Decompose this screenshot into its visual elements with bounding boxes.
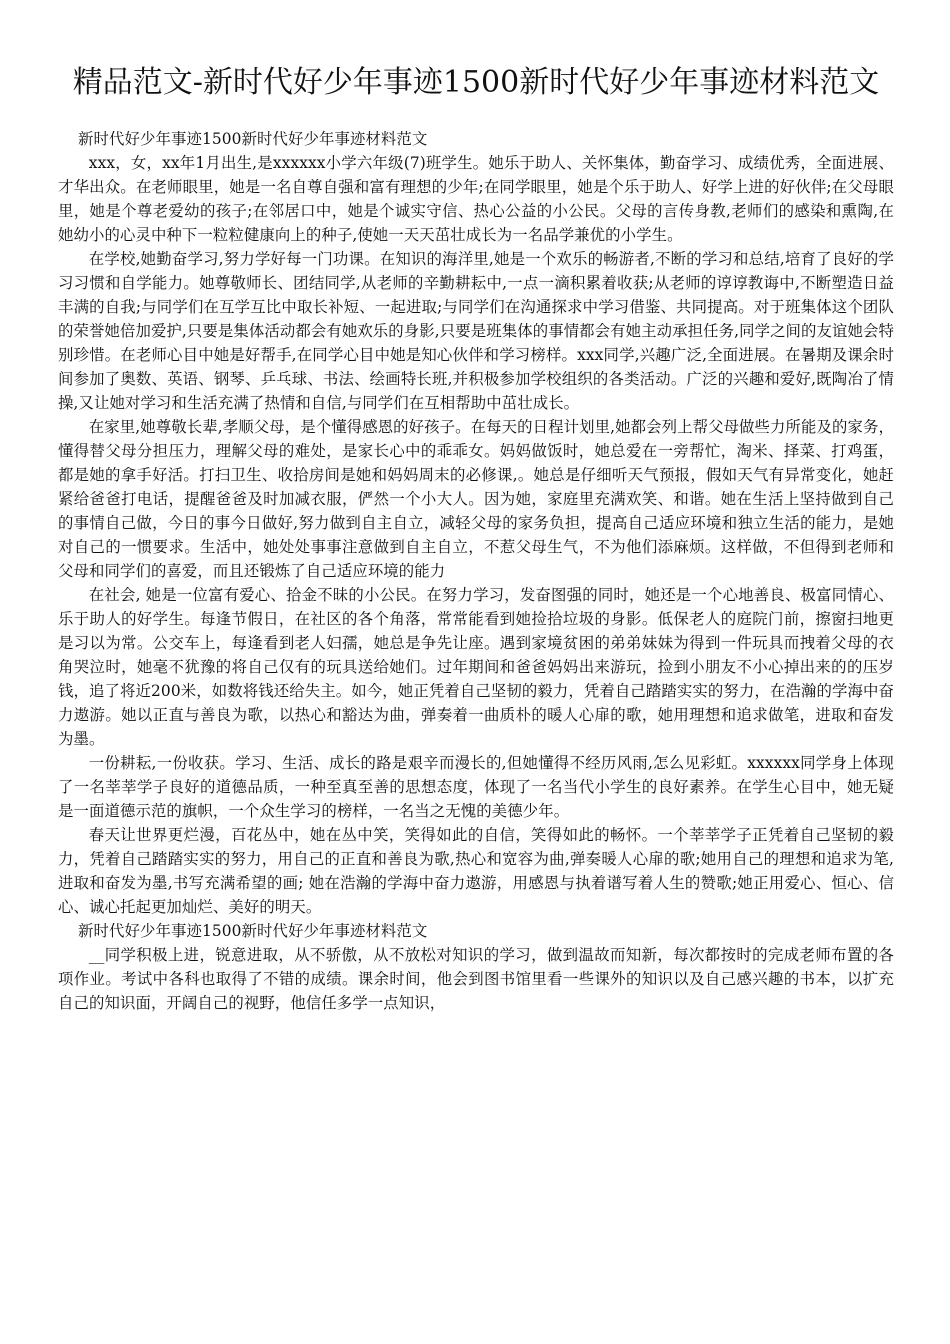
section-heading-repeat: 新时代好少年事迹1500新时代好少年事迹材料范文: [78, 922, 428, 940]
paragraph-school: 在学校,她勤奋学习,努力学好每一门功课。在知识的海洋里,她是一个欢乐的畅游者,不断的学习和总结,培育了良好的学习习惯和自学能力。她尊敬师长、团结同学,从老师的辛勤耕耘中,一点一滴积累着收获;从老师的谆谆教诲中,不断塑造日益丰满的自我;与同学们在互学互比中取长补短、一起进取;与同学们在沟通探求中学习借鉴、共同提高。对于班集体这个团队的荣誉她倍加爱护,只要是集体活动都会有她欢乐的身影,只要是班集体的事情都会有她主动承担任务,同学之间的友谊她会特别珍惜。在老师心目中她是好帮手,在同学心目中她是知心伙伴和学习榜样。xxx同学,兴趣广泛,全面进展。在暑期及课余时间参加了奥数、英语、钢琴、乒乓球、书法、绘画特长班,并积极参加学校组织的各类活动。广泛的兴趣和爱好,既陶冶了情操,又让她对学习和生活充满了热情和自信,与同学们在互相帮助中茁壮成长。: [58, 250, 894, 412]
document-title: 精品范文-新时代好少年事迹1500新时代好少年事迹材料范文: [72, 65, 880, 100]
paragraph-intro: xxx，女，xx年1月出生,是xxxxxx小学六年级(7)班学生。她乐于助人、关怀集体，勤奋学习、成绩优秀，全面进展、才华出众。在老师眼里，她是一名自尊自强和富有理想的少年;在同学眼里，她是个乐于助人、好学上进的好伙伴;在父母眼里，她是个尊老爱幼的孩子;在邻居口中，她是个诚实守信、热心公益的小公民。父母的言传身教,老师们的感染和熏陶,在她幼小的心灵中种下一粒粒健康向上的种子,使她一天天茁壮成长为一名品学兼优的小学生。: [58, 154, 894, 244]
paragraph-summary: 一份耕耘,一份收获。学习、生活、成长的路是艰辛而漫长的,但她懂得不经历风雨,怎么见彩虹。xxxxxx同学身上体现了一名莘莘学子良好的道德品质，一种至真至善的思想态度，体现了一名当代小学生的良好素养。在学生心目中，她无疑是一面道德示范的旗帜，一个众生学习的榜样，一名当之无愧的美德少年。: [58, 754, 894, 820]
paragraph-second-student: __同学积极上进，锐意进取，从不骄傲，从不放松对知识的学习，做到温故而知新，每次都按时的完成老师布置的各项作业。考试中各科也取得了不错的成绩。课余时间，他会到图书馆里看一些课外的知识以及自己感兴趣的书本，以扩充自己的知识面，开阔自己的视野，他信任多学一点知识，: [58, 946, 894, 1012]
paragraph-spring: 春天让世界更烂漫，百花丛中，她在丛中笑，笑得如此的自信，笑得如此的畅怀。一个莘莘学子正凭着自己坚韧的毅力，凭着自己踏踏实实的努力，用自己的正直和善良为歌,热心和宽容为曲,弹奏暖人心扉的歌;她用自己的理想和追求为笔,进取和奋发为墨,书写充满希望的画; 她在浩瀚的学海中奋力遨游，用感恩与执着谱写着人生的赞歌;她正用爱心、恒心、信心、诚心托起更加灿烂、美好的明天。: [58, 826, 894, 916]
paragraph-home: 在家里,她尊敬长辈,孝顺父母，是个懂得感恩的好孩子。在每天的日程计划里,她都会列上帮父母做些力所能及的家务，懂得替父母分担压力，理解父母的难处，是家长心中的乖乖女。妈妈做饭时，她总爱在一旁帮忙，淘米、择菜、打鸡蛋，都是她的拿手好活。打扫卫生、收拾房间是她和妈妈周末的必修课,。她总是仔细听天气预报，假如天气有异常变化，她赶紧给爸爸打电话，提醒爸爸及时加减衣服，俨然一个小大人。因为她，家庭里充满欢笑、和谐。她在生活上坚持做到自己的事情自己做，今日的事今日做好,努力做到自主自立，减轻父母的家务负担，提高自己适应环境和独立生活的能力，是她对自己的一惯要求。生活中，她处处事事注意做到自主自立，不惹父母生气，不为他们添麻烦。这样做，不但得到老师和父母和同学们的喜爱，而且还锻炼了自己适应环境的能力: [58, 418, 894, 580]
document-page: [58, 60, 894, 1015]
section-heading: 新时代好少年事迹1500新时代好少年事迹材料范文: [78, 130, 428, 148]
paragraph-society: 在社会, 她是一位富有爱心、拾金不昧的小公民。在努力学习，发奋图强的同时，她还是一个心地善良、极富同情心、乐于助人的好学生。每逢节假日，在社区的各个角落，常常能看到她捡拾垃圾的身影。低保老人的庭院门前，擦窗扫地更是习以为常。公交车上，每逢看到老人妇孺，她总是争先让座。遇到家境贫困的弟弟妹妹为得到一件玩具而拽着父母的衣角哭泣时，她毫不犹豫的将自己仅有的玩具送给她们。过年期间和爸爸妈妈出来游玩，捡到小朋友不小心掉出来的的压岁钱，追了将近200米，如数将钱还给失主。如今，她正凭着自己坚韧的毅力，凭着自己踏踏实实的努力，在浩瀚的学海中奋力遨游。她以正直与善良为歌，以热心和豁达为曲，弹奏着一曲质朴的暖人心扉的歌，她用理想和追求做笔，进取和奋发为墨。: [58, 586, 894, 748]
